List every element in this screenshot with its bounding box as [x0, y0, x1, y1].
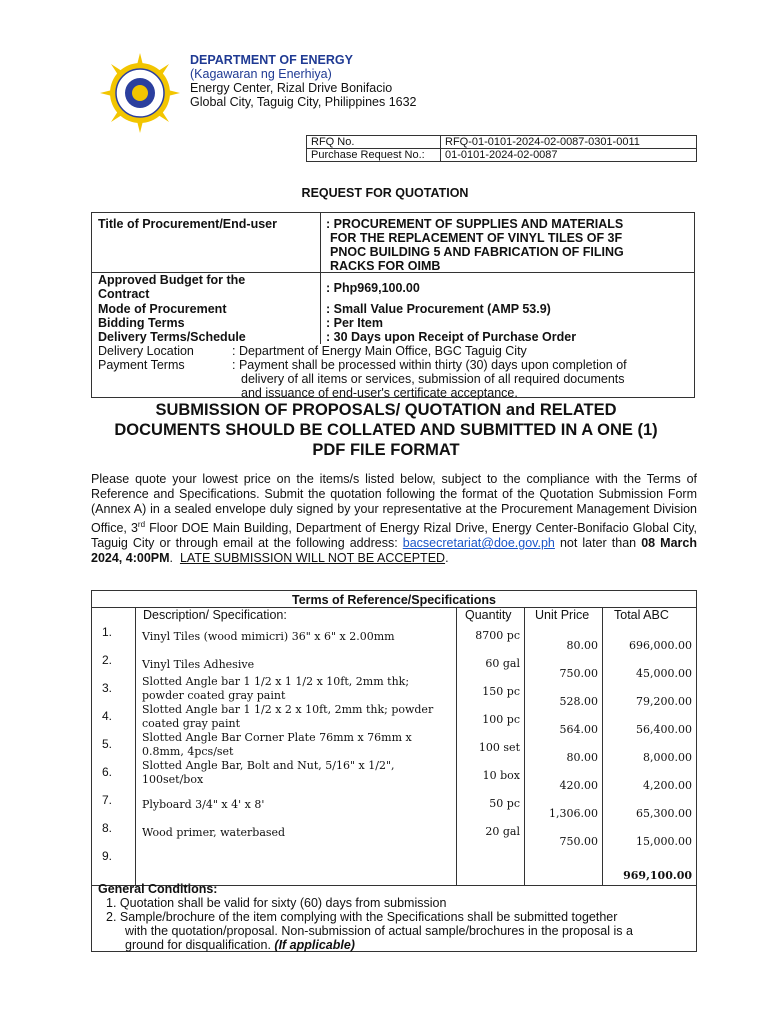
delivery-value: : 30 Days upon Receipt of Purchase Order [326, 330, 577, 344]
row-quantity: 20 gal [485, 825, 520, 838]
rfq-value: RFQ-01-0101-2024-02-0087-0301-0011 [441, 136, 697, 149]
payment-line-1: : Payment shall be processed within thirty (30) days upon completion of [232, 358, 627, 372]
row-total: 79,200.00 [636, 695, 692, 708]
row-quantity: 150 pc [482, 685, 520, 698]
rfq-row [307, 136, 697, 149]
col-divider-1 [135, 607, 136, 885]
department-name: DEPARTMENT OF ENERGY [190, 53, 353, 67]
row-number: 8. [102, 821, 113, 835]
specifications-table [91, 590, 697, 952]
title-label: Title of Procurement/End-user [98, 217, 277, 231]
specs-caption: Terms of Reference/Specifications [291, 593, 496, 607]
row-unit-price: 80.00 [566, 751, 598, 764]
row-quantity: 100 pc [482, 713, 520, 726]
col-divider-3 [524, 607, 525, 885]
row-unit-price: 750.00 [559, 667, 598, 680]
rfq-number-table [306, 135, 697, 162]
delivery-label: Delivery Terms/Schedule [98, 330, 246, 344]
row-total: 4,200.00 [643, 779, 692, 792]
row-number: 2. [102, 653, 113, 667]
pr-row [307, 149, 697, 162]
para-part-1: Please quote your lowest price on the items/s listed below, subject to the compliance with the Terms of Reference and Specifications. Submit the quotation following the format of the Quotation Submission Form (Annex A) in a sealed envelope duly signed by your representative at the Procurement Management Division Office, 3 [91, 472, 697, 536]
row-total: 65,300.00 [636, 807, 692, 820]
row-unit-price: 750.00 [559, 835, 598, 848]
row-description: Slotted Angle Bar, Bolt and Nut, 5/16" x 1/2", [142, 759, 395, 772]
location-value: : Department of Energy Main Office, BGC Taguig City [232, 344, 527, 358]
col-header-unit-price: Unit Price [535, 608, 590, 622]
late-warning: LATE SUBMISSION WILL NOT BE ACCEPTED [179, 551, 446, 566]
instructions-paragraph [91, 472, 697, 566]
row-number: 7. [102, 793, 113, 807]
email-link[interactable]: bacsecretariat@doe.gov.ph [402, 536, 555, 551]
row-total: 696,000.00 [629, 639, 692, 652]
terms-divider [320, 212, 321, 344]
title-line-3: PNOC BUILDING 5 AND FABRICATION OF FILING [330, 245, 624, 259]
address-line-1: Energy Center, Rizal Drive Bonifacio [190, 81, 393, 95]
row-unit-price: 420.00 [559, 779, 598, 792]
row-description: Wood primer, waterbased [142, 826, 286, 839]
pr-label: Purchase Request No.: [307, 149, 441, 162]
title-line-2: FOR THE REPLACEMENT OF VINYL TILES OF 3F [330, 231, 623, 245]
abc-label-2: Contract [98, 287, 150, 301]
abc-label-1: Approved Budget for the [98, 273, 246, 287]
mode-value: : Small Value Procurement (AMP 53.9) [326, 302, 551, 316]
col-header-description: Description/ Specification: [143, 608, 287, 622]
row-description-cont: coated gray paint [142, 717, 241, 730]
bidding-value: : Per Item [326, 316, 383, 330]
row-quantity: 50 pc [489, 797, 520, 810]
condition-1: 1. Quotation shall be valid for sixty (60) days from submission [106, 896, 447, 910]
condition-2-line-3 [125, 938, 355, 952]
row-description: Slotted Angle bar 1 1/2 x 2 x 10ft, 2mm thk; powder [142, 703, 434, 716]
row-description-cont: 100set/box [142, 773, 204, 786]
row-unit-price: 528.00 [559, 695, 598, 708]
abc-value: : Php969,100.00 [326, 281, 420, 295]
para-part-5: . [445, 551, 449, 566]
row-quantity: 60 gal [485, 657, 520, 670]
row-description: Vinyl Tiles (wood mimicri) 36" x 6" x 2.00mm [142, 630, 395, 643]
para-part-3: not later than [554, 536, 642, 551]
condition-2-line-1: 2. Sample/brochure of the item complying with the Specifications shall be submitted together [106, 910, 618, 924]
row-description: Slotted Angle Bar Corner Plate 76mm x 76mm x [142, 731, 412, 744]
document-title: REQUEST FOR QUOTATION [301, 186, 469, 200]
row-description-cont: powder coated gray paint [142, 689, 286, 702]
payment-label: Payment Terms [98, 358, 185, 372]
submission-line-2: DOCUMENTS SHOULD BE COLLATED AND SUBMITTED IN A ONE (1) [114, 421, 658, 439]
if-applicable-note: (If applicable) [274, 938, 355, 952]
row-number: 5. [102, 737, 113, 751]
mode-label: Mode of Procurement [98, 302, 227, 316]
row-number: 6. [102, 765, 113, 779]
address-line-2: Global City, Taguig City, Philippines 1632 [190, 95, 417, 109]
title-line-1: : PROCUREMENT OF SUPPLIES AND MATERIALS [326, 217, 624, 231]
submission-line-3: PDF FILE FORMAT [312, 441, 460, 459]
para-part-4: . [169, 551, 180, 566]
submission-notice [80, 400, 692, 460]
row-total: 45,000.00 [636, 667, 692, 680]
submission-line-1: SUBMISSION OF PROPOSALS/ QUOTATION and RELATED [155, 401, 617, 419]
condition-2-line-3-text: ground for disqualification. [125, 938, 275, 952]
col-header-quantity: Quantity [465, 608, 512, 622]
row-description: Plyboard 3/4" x 4' x 8' [142, 798, 265, 811]
row-unit-price: 564.00 [559, 723, 598, 736]
col-divider-4 [602, 607, 603, 885]
bidding-label: Bidding Terms [98, 316, 185, 330]
row-quantity: 10 box [482, 769, 520, 782]
department-subtitle: (Kagawaran ng Enerhiya) [190, 67, 332, 81]
location-label: Delivery Location [98, 344, 194, 358]
general-conditions-heading: General Conditions: [98, 882, 218, 896]
para-sup: rd [137, 520, 146, 529]
deadline: 08 March 2024, 4:00PM [91, 536, 697, 566]
row-number: 1. [102, 625, 113, 639]
row-number: 9. [102, 849, 113, 863]
title-line-4: RACKS FOR OIMB [330, 259, 441, 273]
row-number: 4. [102, 709, 113, 723]
condition-2-line-2: with the quotation/proposal. Non-submission of actual sample/brochures in the proposal is a [125, 924, 633, 938]
row-number: 3. [102, 681, 113, 695]
col-header-total: Total ABC [614, 608, 669, 622]
row-total: 15,000.00 [636, 835, 692, 848]
department-header [190, 53, 417, 109]
row-unit-price: 80.00 [566, 639, 598, 652]
grand-total: 969,100.00 [623, 869, 692, 882]
doe-seal-logo [98, 51, 182, 135]
row-description-cont: 0.8mm, 4pcs/set [142, 745, 234, 758]
para-part-2: Floor DOE Main Building, Department of Energy Rizal Drive, Energy Center-Bonifacio Global City, Taguig City or through email at the following address: [91, 521, 697, 551]
rfq-label: RFQ No. [307, 136, 441, 149]
row-description: Vinyl Tiles Adhesive [142, 658, 255, 671]
row-description: Slotted Angle bar 1 1/2 x 1 1/2 x 10ft, 2mm thk; [142, 675, 410, 688]
row-total: 56,400.00 [636, 723, 692, 736]
row-total: 8,000.00 [643, 751, 692, 764]
row-quantity: 100 set [478, 741, 520, 754]
payment-line-3: and issuance of end-user's certificate acceptance. [241, 386, 518, 400]
row-unit-price: 1,306.00 [549, 807, 598, 820]
pr-value: 01-0101-2024-02-0087 [441, 149, 697, 162]
row-quantity: 8700 pc [475, 629, 520, 642]
payment-line-2: delivery of all items or services, submission of all required documents [241, 372, 625, 386]
